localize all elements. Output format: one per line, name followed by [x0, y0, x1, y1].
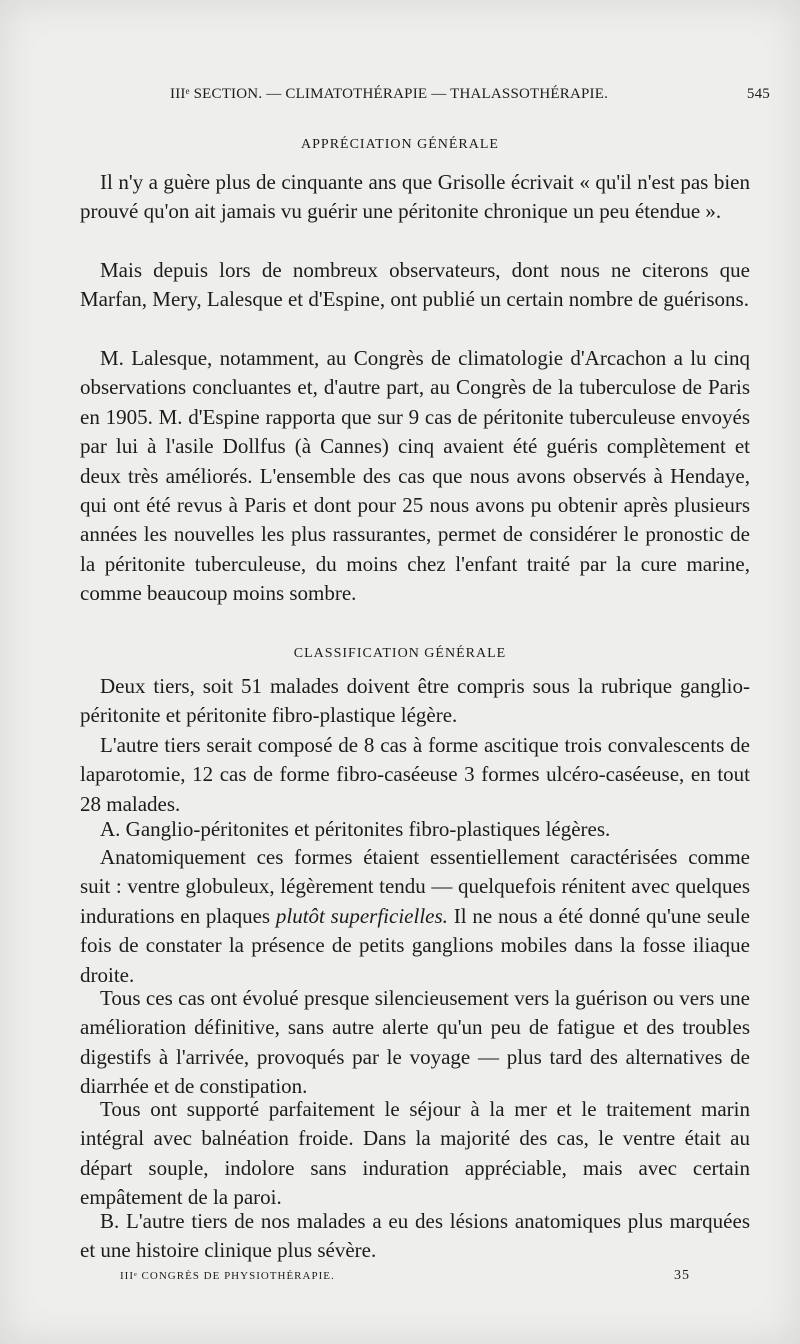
paragraph-text: Il ne nous a été donné qu'une seule fois de constater la présence de petits ganglions mobiles dans la fosse iliaque droite. — [80, 903, 750, 987]
running-title: IIIᵉ SECTION. — CLIMATOTHÉRAPIE — THALASSOTHÉRAPIE. — [170, 86, 609, 102]
signature-number: 35 — [674, 1268, 690, 1283]
paragraph: Mais depuis lors de nombreux observateurs, dont nous ne citerons que Marfan, Mery, Lalesque et d'Espine, ont publié un certain nombre de guérisons. — [80, 258, 750, 312]
page-footer — [120, 1270, 690, 1282]
paragraph: Tous ont supporté parfaitement le séjour à la mer et le traitement marin intégral avec balnéation froide. Dans la majorité des cas, le ventre était au départ souple, indolore sans induration appréciable, mais avec certain empâtement de la paroi. — [80, 1097, 750, 1210]
paragraph: Deux tiers, soit 51 malades doivent être compris sous la rubrique ganglio-péritonite et péritonite fibro-plastique légère. — [80, 674, 750, 728]
paragraph: L'autre tiers serait composé de 8 cas à forme ascitique trois convalescents de laparotomie, 12 cas de forme fibro-caséeuse 3 formes ulcéro-caséeuse, en tout 28 malades. — [80, 733, 750, 816]
paragraph-text: Anatomiquement ces formes étaient essentiellement caractérisées comme suit : ventre globuleux, légèrement tendu — quelquefois rénitent avec quelques indurations en plaques — [80, 845, 750, 928]
paragraph: M. Lalesque, notamment, au Congrès de climatologie d'Arcachon a lu cinq observations concluantes et, d'autre part, au Congrès de la tuberculose de Paris en 1905. M. d'Espine rapporta que sur 9 cas de péritonite tuberculeuse envoyés par lui à l'asile Dollfus (à Cannes) cinq avaient été guéris complètement et deux très améliorés. L'ensemble des cas que nous avons observés à Hendaye, qui ont été revus à Paris et dont pour 25 nous avons pu obtenir après plusieurs années les nouvelles les plus rassurantes, permet de considérer le pronostic de la péritonite tuberculeuse, du moins chez l'enfant traité par la cure marine, comme beaucoup moins sombre. — [80, 346, 750, 606]
italic-phrase: plutôt superficielles. — [275, 903, 448, 928]
section-title-classification: CLASSIFICATION GÉNÉRALE — [293, 646, 507, 661]
page-number: 545 — [746, 86, 770, 102]
paragraph: Tous ces cas ont évolué presque silencieusement vers la guérison ou vers une amélioration définitive, sans autre alerte qu'un peu de fatigue et des troubles digestifs à l'arrivée, provoqués par le voyage — plus tard des alternatives de diarrhée et de constipation. — [80, 986, 750, 1099]
paragraph: B. L'autre tiers de nos malades a eu des lésions anatomiques plus marquées et une histoire clinique plus sévère. — [80, 1209, 750, 1263]
paragraph: Il n'y a guère plus de cinquante ans que Grisolle écrivait « qu'il n'est pas bien prouvé qu'on ait jamais vu guérir une péritonite chronique un peu étendue ». — [80, 170, 750, 224]
running-header — [170, 86, 770, 103]
section-title-appreciation: APPRÉCIATION GÉNÉRALE — [301, 137, 499, 152]
footer-text: IIIᵉ CONGRÈS DE PHYSIOTHÉRAPIE. — [120, 1270, 335, 1282]
paragraph — [80, 843, 750, 990]
paragraph: A. Ganglio-péritonites et péritonites fibro-plastiques légères. — [100, 817, 611, 841]
